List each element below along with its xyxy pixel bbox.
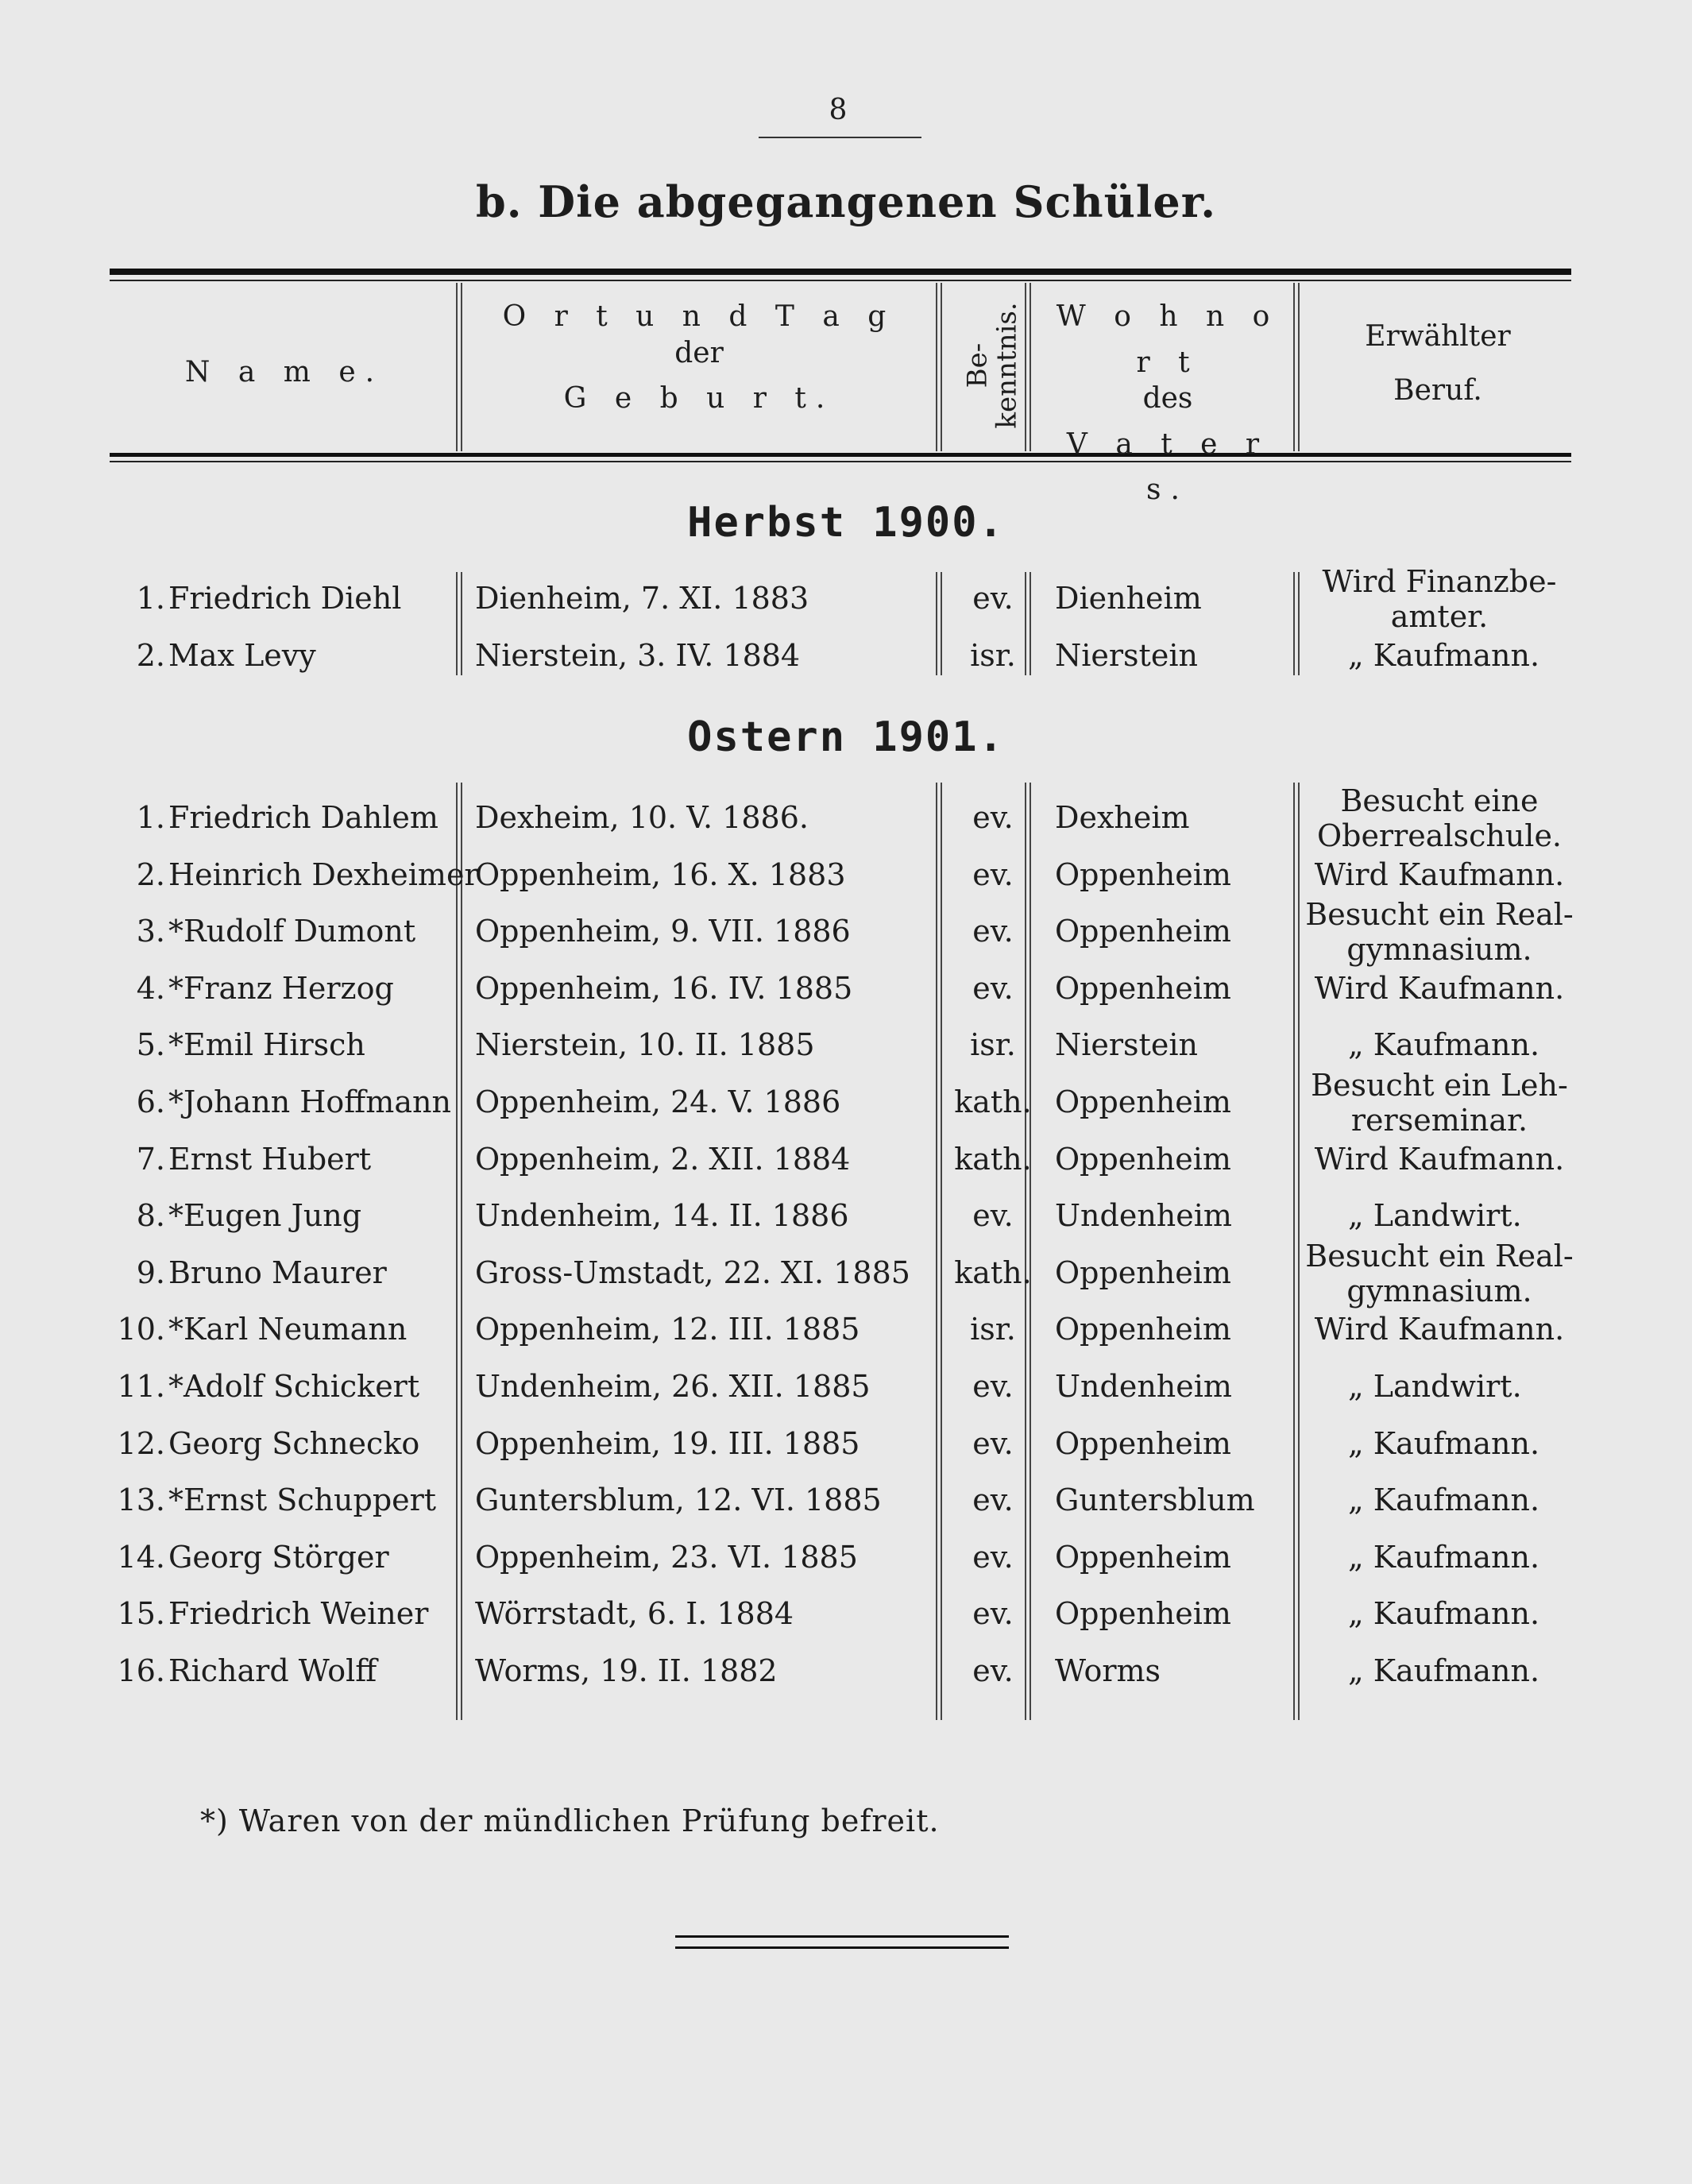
row-home: Oppenheim	[1055, 1426, 1231, 1461]
row-job: Besucht eine Oberrealschule.	[1316, 783, 1563, 853]
row-birth: Wörrstadt, 6. I. 1884	[475, 1596, 794, 1631]
row-home: Oppenheim	[1055, 1312, 1231, 1347]
column-divider-1b	[461, 283, 462, 451]
row-home: Guntersblum	[1055, 1482, 1255, 1517]
page-number-rule	[759, 137, 921, 138]
row-number: 15.	[117, 1596, 165, 1631]
table-row	[0, 783, 1692, 853]
row-name: Bruno Maurer	[168, 1255, 387, 1290]
row-home: Dexheim	[1055, 800, 1190, 835]
row-name: *Franz Herzog	[168, 971, 394, 1006]
row-number: 4.	[136, 971, 165, 1006]
row-home: Oppenheim	[1055, 1084, 1231, 1119]
header-name: N a m e.	[184, 356, 384, 388]
row-job: Besucht ein Leh- rerseminar.	[1311, 1068, 1568, 1138]
row-birth: Oppenheim, 2. XII. 1884	[475, 1142, 851, 1177]
row-confession: ev.	[972, 800, 1014, 835]
end-rule-second	[675, 1946, 1009, 1949]
group-title-ostern: Ostern 1901.	[687, 713, 1005, 761]
row-name: *Rudolf Dumont	[168, 914, 416, 949]
table-row	[0, 1529, 1692, 1585]
row-number: 14.	[117, 1540, 165, 1575]
table-row	[0, 1643, 1692, 1699]
row-birth: Oppenheim, 24. V. 1886	[475, 1084, 841, 1119]
column-divider-3	[1025, 283, 1026, 451]
row-birth: Oppenheim, 12. III. 1885	[475, 1312, 860, 1347]
row-number: 12.	[117, 1426, 165, 1461]
table-row	[0, 564, 1692, 634]
row-confession: ev.	[972, 914, 1014, 949]
table-header-bottom-rule-thin	[110, 461, 1571, 462]
row-confession: kath.	[954, 1084, 1032, 1119]
row-name: *Eugen Jung	[168, 1198, 362, 1233]
row-confession: ev.	[972, 581, 1014, 616]
row-confession: ev.	[972, 857, 1014, 892]
row-confession: ev.	[972, 1596, 1014, 1631]
header-birth-line3: G e b u r t.	[563, 382, 835, 416]
row-number: 2.	[136, 857, 165, 892]
row-home: Undenheim	[1055, 1198, 1232, 1233]
column-divider-4b	[1298, 283, 1300, 451]
row-number: 10.	[117, 1312, 165, 1347]
row-name: Georg Störger	[168, 1540, 389, 1575]
row-home: Oppenheim	[1055, 971, 1231, 1006]
row-birth: Oppenheim, 16. X. 1883	[475, 857, 846, 892]
row-job: „ Kaufmann.	[1348, 1426, 1540, 1461]
header-birth	[461, 294, 937, 431]
row-name: *Emil Hirsch	[168, 1027, 365, 1062]
row-job: „ Kaufmann.	[1348, 1027, 1540, 1062]
row-name: Heinrich Dexheimer	[168, 857, 479, 892]
row-confession: isr.	[970, 638, 1016, 673]
page-number: 8	[829, 94, 848, 126]
row-name: Ernst Hubert	[168, 1142, 372, 1177]
row-confession: isr.	[970, 1027, 1016, 1062]
row-confession: ev.	[972, 1369, 1014, 1404]
row-number: 5.	[136, 1027, 165, 1062]
header-job	[1303, 314, 1573, 405]
row-home: Nierstein	[1055, 638, 1198, 673]
column-divider-1	[456, 283, 458, 451]
table-row	[0, 1017, 1692, 1073]
row-home: Oppenheim	[1055, 1540, 1231, 1575]
row-confession: ev.	[972, 1198, 1014, 1233]
row-birth: Worms, 19. II. 1882	[475, 1653, 778, 1688]
section-title: b. Die abgegangenen Schüler.	[475, 176, 1217, 227]
row-birth: Oppenheim, 16. IV. 1885	[475, 971, 853, 1006]
table-row	[0, 1416, 1692, 1471]
row-number: 6.	[136, 1084, 165, 1119]
table-row	[0, 1301, 1692, 1357]
row-home: Worms	[1055, 1653, 1161, 1688]
row-birth: Oppenheim, 19. III. 1885	[475, 1426, 860, 1461]
row-name: Richard Wolff	[168, 1653, 377, 1688]
row-job: „ Kaufmann.	[1348, 1482, 1540, 1517]
row-name: Friedrich Diehl	[168, 581, 402, 616]
row-name: *Karl Neumann	[168, 1312, 408, 1347]
table-row	[0, 1586, 1692, 1641]
row-home: Oppenheim	[1055, 1142, 1231, 1177]
row-number: 8.	[136, 1198, 165, 1233]
row-number: 9.	[136, 1255, 165, 1290]
row-home: Oppenheim	[1055, 914, 1231, 949]
column-divider-2b	[941, 283, 942, 451]
footnote: *) Waren von der mündlichen Prüfung befreit.	[200, 1803, 940, 1838]
header-birth-line2: der	[674, 336, 724, 369]
row-job: Wird Finanzbe- amter.	[1322, 564, 1557, 634]
row-birth: Nierstein, 10. II. 1885	[475, 1027, 815, 1062]
header-home	[1037, 294, 1299, 523]
row-confession: kath.	[954, 1142, 1032, 1177]
row-birth: Oppenheim, 23. VI. 1885	[475, 1540, 858, 1575]
table-row	[0, 1188, 1692, 1243]
row-job: „ Kaufmann.	[1348, 1540, 1540, 1575]
row-job: Wird Kaufmann.	[1314, 857, 1565, 892]
row-birth: Undenheim, 26. XII. 1885	[475, 1369, 871, 1404]
row-name: *Adolf Schickert	[168, 1369, 420, 1404]
row-home: Dienheim	[1055, 581, 1202, 616]
row-birth: Dexheim, 10. V. 1886.	[475, 800, 809, 835]
row-name: *Ernst Schuppert	[168, 1482, 437, 1517]
column-divider-4	[1293, 283, 1295, 451]
row-job: Wird Kaufmann.	[1314, 971, 1565, 1006]
table-row	[0, 1131, 1692, 1187]
table-top-rule	[110, 269, 1571, 275]
row-confession: ev.	[972, 1653, 1014, 1688]
row-birth: Guntersblum, 12. VI. 1885	[475, 1482, 882, 1517]
row-confession: ev.	[972, 971, 1014, 1006]
row-job: Besucht ein Real- gymnasium.	[1305, 1239, 1574, 1308]
group-title-herbst: Herbst 1900.	[687, 499, 1005, 547]
table-row	[0, 961, 1692, 1016]
row-name: Georg Schnecko	[168, 1426, 420, 1461]
header-job-line2: Beruf.	[1393, 373, 1482, 407]
row-home: Oppenheim	[1055, 1596, 1231, 1631]
row-name: Friedrich Weiner	[168, 1596, 429, 1631]
row-job: „ Landwirt.	[1348, 1198, 1522, 1233]
row-confession: ev.	[972, 1540, 1014, 1575]
row-name: Max Levy	[168, 638, 316, 673]
header-confession	[957, 286, 1029, 445]
header-home-line3: V a t e r s.	[1066, 427, 1269, 507]
table-row	[0, 847, 1692, 903]
row-confession: isr.	[970, 1312, 1016, 1347]
row-home: Oppenheim	[1055, 857, 1231, 892]
table-row	[0, 628, 1692, 683]
row-number: 2.	[136, 638, 165, 673]
row-number: 3.	[136, 914, 165, 949]
header-home-line1: W o h n o r t	[1056, 300, 1280, 379]
table-row	[0, 1068, 1692, 1138]
row-number: 1.	[136, 800, 165, 835]
row-number: 1.	[136, 581, 165, 616]
end-rule	[675, 1935, 1009, 1938]
table-top-rule-thin	[110, 280, 1571, 281]
row-job: Besucht ein Real- gymnasium.	[1305, 897, 1574, 967]
row-home: Undenheim	[1055, 1369, 1232, 1404]
row-job: „ Kaufmann.	[1348, 638, 1540, 673]
row-birth: Undenheim, 14. II. 1886	[475, 1198, 849, 1233]
column-divider-2	[936, 283, 937, 451]
table-row	[0, 1239, 1692, 1308]
table-row	[0, 1472, 1692, 1528]
table-row	[0, 1359, 1692, 1414]
table-row	[0, 897, 1692, 967]
row-birth: Nierstein, 3. IV. 1884	[475, 638, 801, 673]
header-birth-line1: O r t u n d T a g	[502, 300, 896, 333]
row-confession: ev.	[972, 1426, 1014, 1461]
row-number: 13.	[117, 1482, 165, 1517]
row-birth: Dienheim, 7. XI. 1883	[475, 581, 809, 616]
row-job: Wird Kaufmann.	[1314, 1312, 1565, 1347]
row-birth: Gross-Umstadt, 22. XI. 1885	[475, 1255, 910, 1290]
row-name: *Johann Hoffmann	[168, 1084, 451, 1119]
row-job: „ Kaufmann.	[1348, 1596, 1540, 1631]
row-home: Nierstein	[1055, 1027, 1198, 1062]
header-confession-label: Be- kenntnis.	[961, 302, 1023, 429]
header-job-line1: Erwählter	[1365, 320, 1511, 353]
row-number: 11.	[117, 1369, 165, 1404]
row-birth: Oppenheim, 9. VII. 1886	[475, 914, 851, 949]
header-home-line2: des	[1142, 382, 1193, 416]
row-home: Oppenheim	[1055, 1255, 1231, 1290]
row-confession: ev.	[972, 1482, 1014, 1517]
row-name: Friedrich Dahlem	[168, 800, 438, 835]
row-job: „ Landwirt.	[1348, 1369, 1522, 1404]
table-header-bottom-rule	[110, 453, 1571, 457]
row-confession: kath.	[954, 1255, 1032, 1290]
column-divider-3b	[1029, 283, 1031, 451]
row-job: „ Kaufmann.	[1348, 1653, 1540, 1688]
row-job: Wird Kaufmann.	[1314, 1142, 1565, 1177]
row-number: 7.	[136, 1142, 165, 1177]
row-number: 16.	[117, 1653, 165, 1688]
